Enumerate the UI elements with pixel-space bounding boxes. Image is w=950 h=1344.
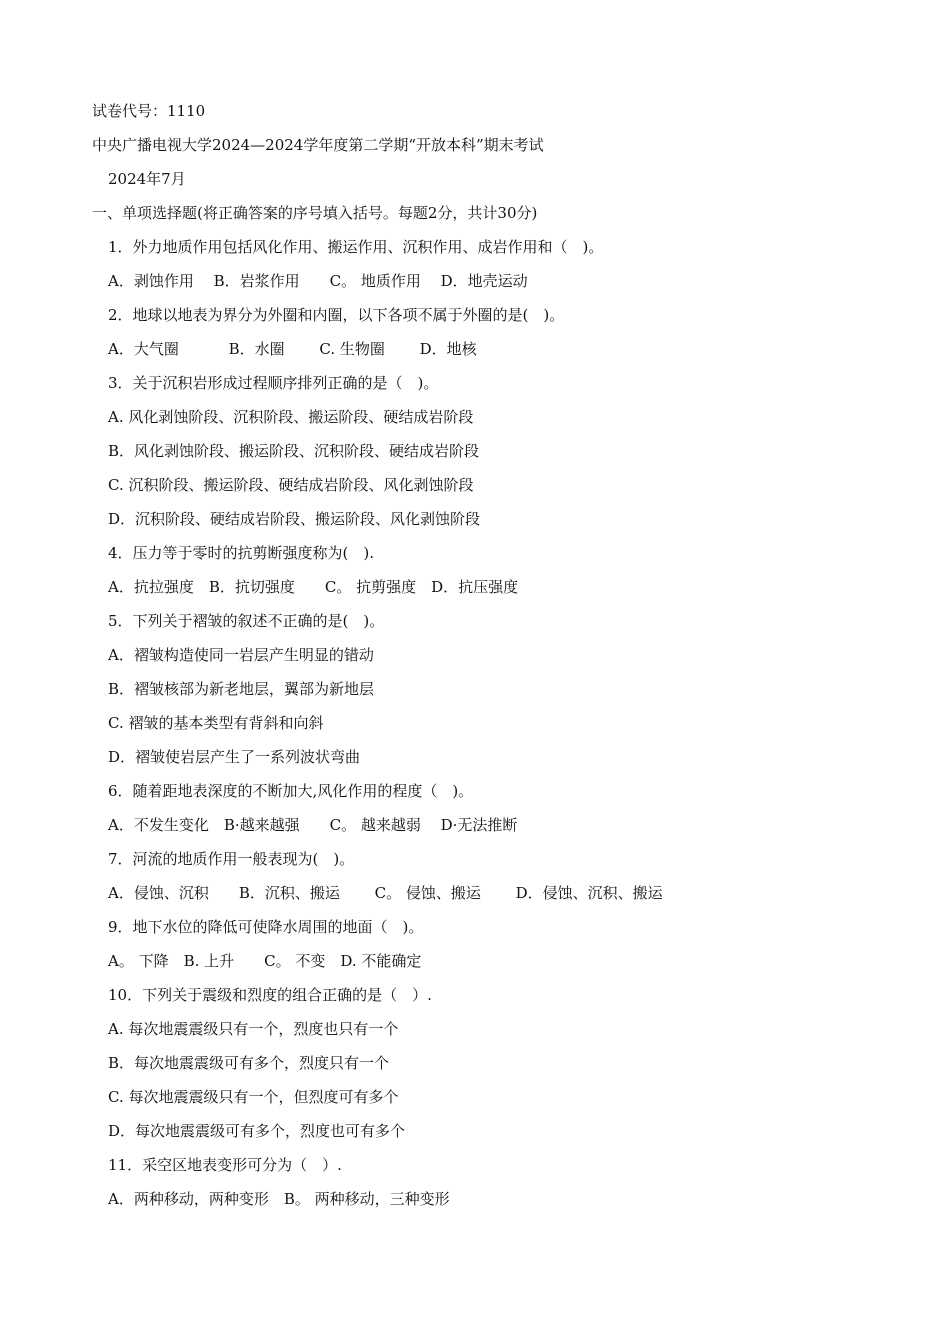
options-4: A．抗拉强度 B．抗切强度 C。 抗剪强度 D．抗压强度: [108, 578, 519, 596]
question-9: 9．地下水位的降低可使降水周围的地面（ )。: [108, 918, 424, 936]
options-2: A．大气圈 B．水圈 C. 生物圈 D．地核: [108, 340, 477, 358]
question-1: 1．外力地质作用包括风化作用、搬运作用、沉积作用、成岩作用和（ )。: [108, 238, 604, 256]
option-5d: D．褶皱使岩层产生了一系列波状弯曲: [108, 748, 361, 766]
question-2: 2．地球以地表为界分为外圈和内圈，以下各项不属于外圈的是( )。: [108, 306, 565, 324]
option-10c: C. 每次地震震级只有一个，但烈度可有多个: [108, 1088, 399, 1106]
option-3a: A. 风化剥蚀阶段、沉积阶段、搬运阶段、硬结成岩阶段: [108, 408, 474, 426]
question-11: 11．采空区地表变形可分为（ ）.: [108, 1156, 342, 1174]
option-3b: B．风化剥蚀阶段、搬运阶段、沉积阶段、硬结成岩阶段: [108, 442, 480, 460]
option-10b: B．每次地震震级可有多个，烈度只有一个: [108, 1054, 390, 1072]
options-11: A．两种移动，两种变形 B。 两种移动，三种变形: [108, 1190, 450, 1208]
exam-date: 2024年7月: [108, 170, 186, 188]
exam-code: 试卷代号：1110: [92, 102, 206, 120]
option-3d: D．沉积阶段、硬结成岩阶段、搬运阶段、风化剥蚀阶段: [108, 510, 481, 528]
exam-title: 中央广播电视大学2024—2024学年度第二学期“开放本科”期末考试: [92, 136, 544, 154]
option-3c: C. 沉积阶段、搬运阶段、硬结成岩阶段、风化剥蚀阶段: [108, 476, 474, 494]
section-heading: 一、单项选择题(将正确答案的序号填入括号。每题2分，共计30分): [92, 204, 538, 222]
option-5c: C. 褶皱的基本类型有背斜和向斜: [108, 714, 324, 732]
question-6: 6．随着距地表深度的不断加大,风化作用的程度（ )。: [108, 782, 474, 800]
options-6: A．不发生变化 B·越来越强 C。 越来越弱 D·无法推断: [108, 816, 518, 834]
question-10: 10．下列关于震级和烈度的组合正确的是（ ）.: [108, 986, 432, 1004]
question-3: 3．关于沉积岩形成过程顺序排列正确的是（ )。: [108, 374, 439, 392]
question-4: 4．压力等于零时的抗剪断强度称为( ).: [108, 544, 375, 562]
option-10d: D．每次地震震级可有多个，烈度也可有多个: [108, 1122, 406, 1140]
option-5b: B．褶皱核部为新老地层，翼部为新地层: [108, 680, 375, 698]
option-5a: A．褶皱构造使同一岩层产生明显的错动: [108, 646, 374, 664]
question-5: 5．下列关于褶皱的叙述不正确的是( )。: [108, 612, 385, 630]
options-9: A。 下降 B. 上升 C。 不变 D. 不能确定: [108, 952, 422, 970]
options-1: A．剥蚀作用 B．岩浆作用 C。 地质作用 D．地壳运动: [108, 272, 528, 290]
question-7: 7．河流的地质作用一般表现为( )。: [108, 850, 355, 868]
option-10a: A. 每次地震震级只有一个，烈度也只有一个: [108, 1020, 399, 1038]
options-7: A．侵蚀、沉积 B．沉积、搬运 C。 侵蚀、搬运 D．侵蚀、沉积、搬运: [108, 884, 663, 902]
